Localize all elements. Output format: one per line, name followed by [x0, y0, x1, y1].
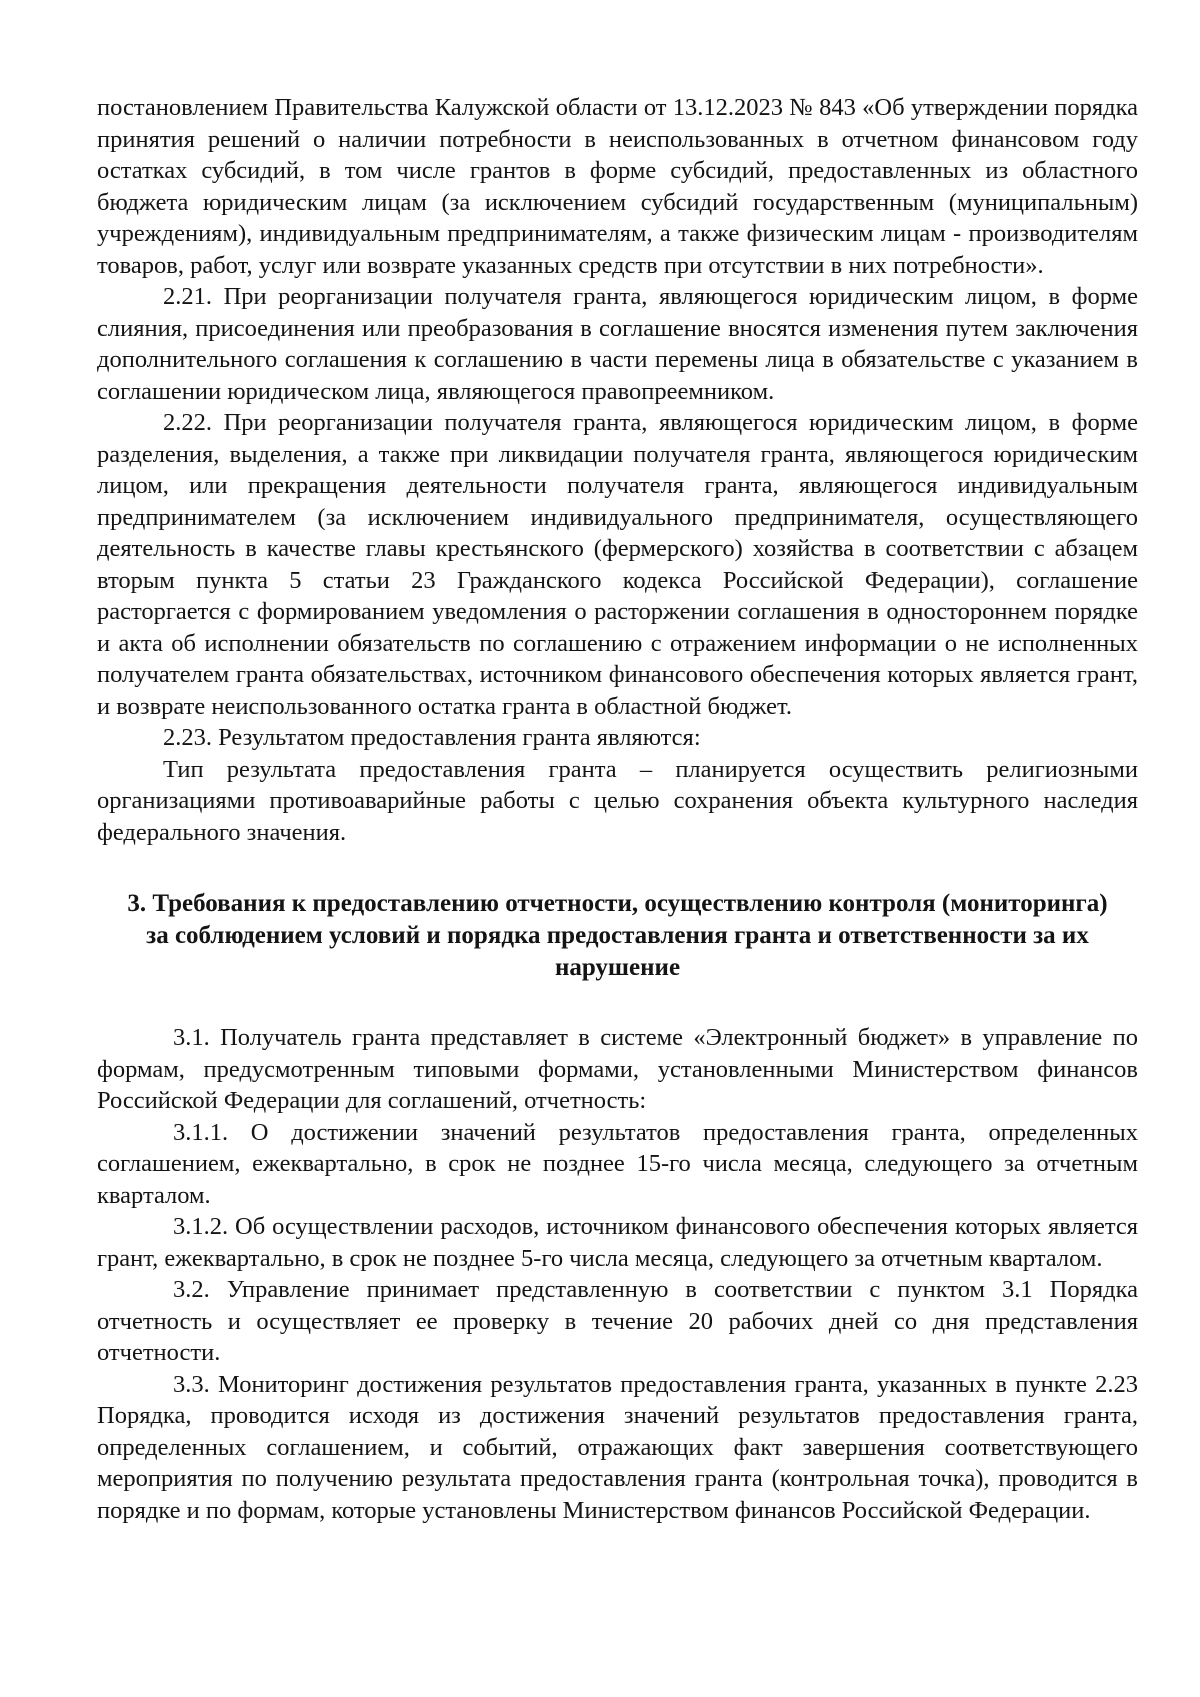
section-3-title: 3. Требования к предоставлению отчетности, осуществлению контроля (мониторинга) за соблюдением условий и порядка предоставления гранта и ответственности за их нарушение [127, 890, 1108, 981]
paragraph-result-type: Тип результата предоставления гранта – планируется осуществить религиозными организациями противоаварийные работы с целью сохранения объекта культурного наследия федерального значения. [97, 755, 1138, 846]
paragraph-3-2: 3.2. Управление принимает представленную в соответствии с пунктом 3.1 Порядка отчетность и осуществляет ее проверку в течение 20 рабочих дней со дня представления отчетности. [97, 1276, 1138, 1366]
paragraph-3-1-1: 3.1.1. О достижении значений результатов предоставления гранта, определенных соглашением, ежеквартально, в срок не позднее 15-го числа месяца, следующего за отчетным кварталом. [97, 1118, 1138, 1209]
paragraph-2-23: 2.23. Результатом предоставления гранта являются: [163, 724, 701, 751]
paragraph-continuation: постановлением Правительства Калужской области от 13.12.2023 № 843 «Об утверждении порядка принятия решений о наличии потребности в неиспользованных в отчетном финансовом году остатках субсидий, в том числе грантов в форме субсидий, предоставленных из областного бюджета юридическим лицам (за исключением субсидий государственным (муниципальным) учреждениям), индивидуальным предпринимателям, а также физическим лицам - производителям товаров, работ, услуг или возврате указанных средств при отсутствии в них потребности». [97, 94, 1138, 279]
paragraph-3-3: 3.3. Мониторинг достижения результатов предоставления гранта, указанных в пункте 2.23 Порядка, проводится исходя из достижения значений результатов предоставления гранта, определенных соглашением, и событий, отражающих факт завершения соответствующего мероприятия по получению результата предоставления гранта (контрольная точка), проводится в порядке и по формам, которые установлены Министерством финансов Российской Федерации. [97, 1370, 1138, 1524]
paragraph-3-1: 3.1. Получатель гранта представляет в системе «Электронный бюджет» в управление по формам, предусмотренным типовыми формами, установленными Министерством финансов Российской Федерации для соглашений, отчетность: [97, 1024, 1138, 1114]
paragraph-2-21: 2.21. При реорганизации получателя гранта, являющегося юридическим лицом, в форме слияния, присоединения или преобразования в соглашение вносятся изменения путем заключения дополнительного соглашения к соглашению в части перемены лица в обязательстве с указанием в соглашении юридическом лица, являющегося правопреемником. [97, 283, 1138, 405]
paragraph-2-22: 2.22. При реорганизации получателя гранта, являющегося юридическим лицом, в форме разделения, выделения, а также при ликвидации получателя гранта, являющегося юридическим лицом, или прекращения деятельности получателя гранта, являющегося индивидуальным предпринимателем (за исключением индивидуального предпринимателя, осуществляющего деятельность в качестве главы крестьянского (фермерского) хозяйства в соответствии с абзацем вторым пункта 5 статьи 23 Гражданского кодекса Российской Федерации), соглашение расторгается с формированием уведомления о расторжении соглашения в одностороннем порядке и акта об исполнении обязательств по соглашению с отражением информации о не исполненных получателем гранта обязательствах, источником финансового обеспечения которых является грант, и возврате неиспользованного остатка гранта в областной бюджет. [97, 409, 1138, 720]
paragraph-3-1-2: 3.1.2. Об осуществлении расходов, источником финансового обеспечения которых является грант, ежеквартально, в срок не позднее 5-го числа месяца, следующего за отчетным кварталом. [97, 1213, 1138, 1272]
